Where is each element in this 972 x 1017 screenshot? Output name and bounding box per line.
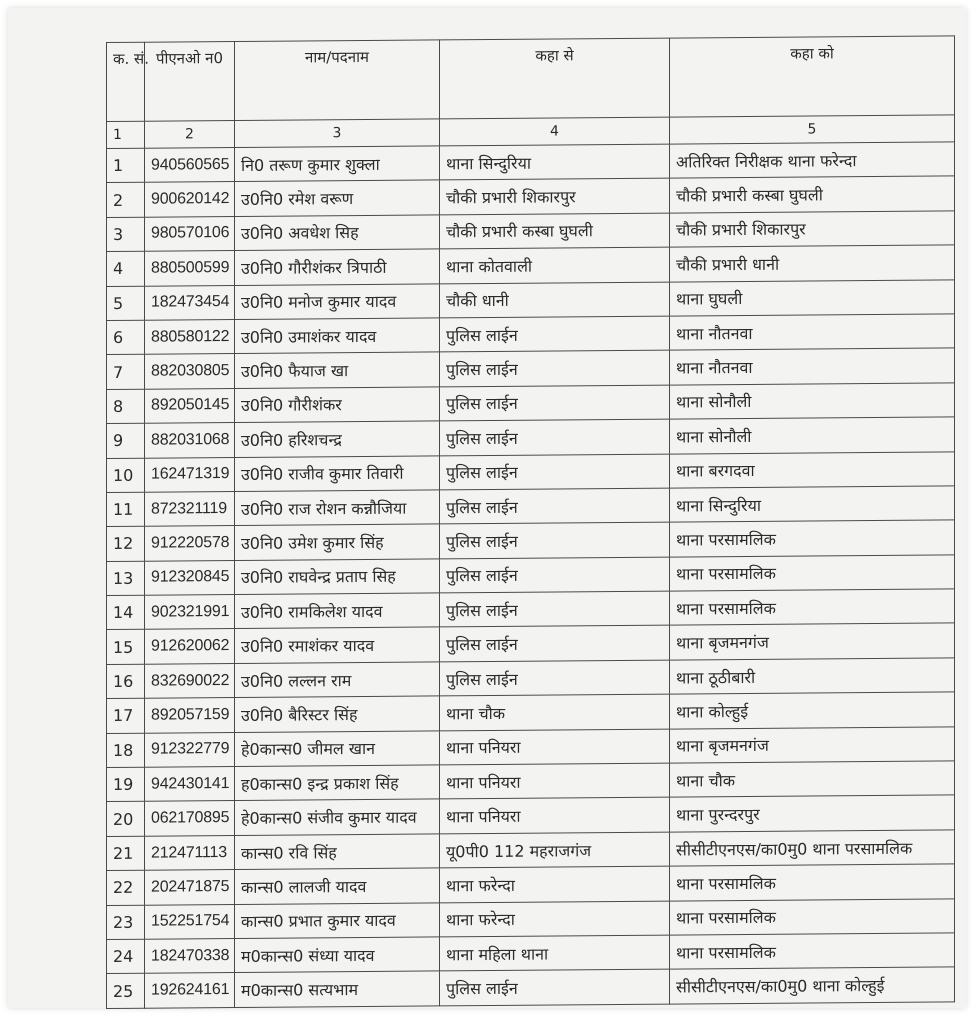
cell-pno: 892050145 xyxy=(145,388,235,423)
cell-name: उ0नि0 राज रोशन कन्नौजिया xyxy=(235,490,440,526)
cell-pno: 192624161 xyxy=(145,973,235,1008)
cell-from: चौकी प्रभारी शिकारपुर xyxy=(440,178,670,214)
cell-name: ह0कान्स0 इन्द्र प्रकाश सिंह xyxy=(235,765,440,801)
cell-name: उ0नि0 हरिशचन्द्र xyxy=(235,421,440,457)
cell-from: पुलिस लाईन xyxy=(440,660,670,696)
cell-name: म0कान्स0 संध्या यादव xyxy=(235,937,440,973)
cell-name: हे0कान्स0 संजीव कुमार यादव xyxy=(235,799,440,835)
header-serial: क. सं. xyxy=(107,42,145,121)
cell-from: थाना पनियरा xyxy=(440,763,670,799)
cell-name: म0कान्स0 सत्यभाम xyxy=(235,971,440,1007)
cell-name: उ0नि0 रामकिलेश यादव xyxy=(235,593,440,629)
cell-pno: 880580122 xyxy=(145,319,235,354)
column-number: 4 xyxy=(440,117,670,146)
column-number: 2 xyxy=(145,120,235,148)
cell-name: उ0नि0 गौरीशंकर xyxy=(235,387,440,423)
cell-to: थाना नौतनवा xyxy=(670,348,955,385)
column-number: 3 xyxy=(235,119,440,148)
column-number: 5 xyxy=(670,115,955,144)
cell-pno: 980570106 xyxy=(145,216,235,251)
cell-serial: 18 xyxy=(107,733,145,768)
cell-to: थाना कोल्हुई xyxy=(670,692,955,729)
cell-serial: 25 xyxy=(107,974,145,1009)
cell-name: हे0कान्स0 जीमल खान xyxy=(235,731,440,767)
cell-serial: 1 xyxy=(107,148,145,183)
cell-name: उ0नि0 लल्लन राम xyxy=(235,662,440,698)
cell-from: पुलिस लाईन xyxy=(440,522,670,558)
cell-serial: 13 xyxy=(107,561,145,596)
cell-from: थाना महिला थाना xyxy=(440,935,670,971)
cell-serial: 14 xyxy=(107,595,145,630)
cell-from: चौकी प्रभारी कस्बा घुघली xyxy=(440,213,670,249)
header-name: नाम/पदनाम xyxy=(235,40,440,121)
cell-pno: 892057159 xyxy=(145,698,235,733)
header-from: कहा से xyxy=(440,38,670,119)
cell-pno: 872321119 xyxy=(145,491,235,526)
cell-pno: 912322779 xyxy=(145,732,235,767)
cell-serial: 9 xyxy=(107,423,145,458)
cell-name: उ0नि0 राघवेन्द्र प्रताप सिह xyxy=(235,559,440,595)
header-row xyxy=(107,36,955,122)
cell-from: पुलिस लाईन xyxy=(440,454,670,490)
cell-name: उ0नि0 उमाशंकर यादव xyxy=(235,318,440,354)
cell-serial: 3 xyxy=(107,217,145,252)
header-pno: पीएनओ न0 xyxy=(145,41,235,121)
cell-from: पुलिस लाईन xyxy=(440,557,670,593)
cell-pno: 212471113 xyxy=(145,835,235,870)
cell-to: थाना बरगदवा xyxy=(670,451,955,488)
cell-serial: 10 xyxy=(107,458,145,493)
cell-to: थाना परसामलिक xyxy=(670,589,955,626)
cell-to: थाना परसामलिक xyxy=(670,864,955,901)
cell-serial: 8 xyxy=(107,389,145,424)
cell-to: थाना चौक xyxy=(670,761,955,798)
cell-name: उ0नि0 अवधेश सिह xyxy=(235,215,440,251)
cell-pno: 912220578 xyxy=(145,526,235,561)
cell-name: उ0नि0 राजीव कुमार तिवारी xyxy=(235,455,440,491)
cell-serial: 16 xyxy=(107,664,145,699)
cell-pno: 882031068 xyxy=(145,423,235,458)
cell-name: नि0 तरूण कुमार शुक्ला xyxy=(235,146,440,182)
cell-serial: 11 xyxy=(107,492,145,527)
cell-to: सीसीटीएनएस/का0मु0 थाना कोल्हुई xyxy=(670,967,955,1004)
cell-to: थाना परसामलिक xyxy=(670,933,955,970)
cell-pno: 912620062 xyxy=(145,629,235,664)
cell-pno: 832690022 xyxy=(145,663,235,698)
cell-pno: 162471319 xyxy=(145,457,235,492)
cell-name: कान्स0 लालजी यादव xyxy=(235,868,440,904)
cell-pno: 152251754 xyxy=(145,904,235,939)
cell-serial: 24 xyxy=(107,939,145,974)
cell-from: पुलिस लाईन xyxy=(440,488,670,524)
cell-pno: 940560565 xyxy=(145,147,235,182)
cell-to: थाना सोनौली xyxy=(670,383,955,420)
cell-from: थाना सिन्दुरिया xyxy=(440,144,670,180)
cell-to: थाना बृजमनगंज xyxy=(670,623,955,660)
cell-to: थाना परसामलिक xyxy=(670,555,955,592)
cell-to: थाना सिन्दुरिया xyxy=(670,486,955,523)
cell-name: कान्स0 प्रभात कुमार यादव xyxy=(235,902,440,938)
cell-to: थाना परसामलिक xyxy=(670,520,955,557)
cell-pno: 900620142 xyxy=(145,182,235,217)
cell-from: थाना फरेन्दा xyxy=(440,866,670,902)
cell-serial: 17 xyxy=(107,698,145,733)
cell-serial: 7 xyxy=(107,355,145,390)
cell-name: उ0नि0 बैरिस्टर सिंह xyxy=(235,696,440,732)
cell-pno: 182470338 xyxy=(145,938,235,973)
cell-to: थाना परसामलिक xyxy=(670,898,955,935)
cell-to: थाना बृजमनगंज xyxy=(670,726,955,763)
cell-pno: 182473454 xyxy=(145,285,235,320)
cell-pno: 202471875 xyxy=(145,870,235,905)
cell-to: चौकी प्रभारी धानी xyxy=(670,245,955,282)
cell-name: उ0नि0 उमेश कुमार सिंह xyxy=(235,524,440,560)
cell-serial: 2 xyxy=(107,183,145,218)
cell-from: चौकी धानी xyxy=(440,282,670,318)
cell-to: थाना नौतनवा xyxy=(670,314,955,351)
cell-from: थाना चौक xyxy=(440,694,670,730)
cell-pno: 880500599 xyxy=(145,251,235,286)
table-row xyxy=(107,967,955,1008)
cell-pno: 062170895 xyxy=(145,801,235,836)
cell-to: थाना घुघली xyxy=(670,279,955,316)
cell-to: चौकी प्रभारी कस्बा घुघली xyxy=(670,176,955,213)
cell-serial: 6 xyxy=(107,320,145,355)
cell-serial: 4 xyxy=(107,251,145,286)
cell-serial: 22 xyxy=(107,870,145,905)
cell-from: थाना फरेन्दा xyxy=(440,901,670,937)
cell-name: कान्स0 रवि सिंह xyxy=(235,834,440,870)
cell-to: थाना ठूठीबारी xyxy=(670,658,955,695)
cell-name: उ0नि0 रमाशंकर यादव xyxy=(235,627,440,663)
cell-pno: 882030805 xyxy=(145,354,235,389)
cell-from: थाना पनियरा xyxy=(440,797,670,833)
cell-name: उ0नि0 फैयाज खा xyxy=(235,352,440,388)
cell-from: यू0पी0 112 महराजगंज xyxy=(440,832,670,868)
column-number: 1 xyxy=(107,121,145,148)
cell-name: उ0नि0 रमेश वरूण xyxy=(235,180,440,216)
cell-serial: 21 xyxy=(107,836,145,871)
cell-pno: 912320845 xyxy=(145,560,235,595)
header-to: कहा को xyxy=(670,36,955,117)
cell-pno: 942430141 xyxy=(145,767,235,802)
cell-from: पुलिस लाईन xyxy=(440,419,670,455)
document-page xyxy=(8,8,966,1008)
cell-to: थाना पुरन्दरपुर xyxy=(670,795,955,832)
cell-serial: 5 xyxy=(107,286,145,321)
cell-to: सीसीटीएनएस/का0मु0 थाना परसामलिक xyxy=(670,830,955,867)
cell-to: थाना सोनौली xyxy=(670,417,955,454)
cell-to: चौकी प्रभारी शिकारपुर xyxy=(670,211,955,248)
cell-from: पुलिस लाईन xyxy=(440,591,670,627)
cell-serial: 19 xyxy=(107,767,145,802)
cell-from: पुलिस लाईन xyxy=(440,385,670,421)
cell-serial: 23 xyxy=(107,905,145,940)
cell-to: अतिरिक्त निरीक्षक थाना फरेन्दा xyxy=(670,142,955,179)
cell-pno: 902321991 xyxy=(145,595,235,630)
cell-from: थाना पनियरा xyxy=(440,729,670,765)
cell-name: उ0नि0 मनोज कुमार यादव xyxy=(235,283,440,319)
cell-name: उ0नि0 गौरीशंकर त्रिपाठी xyxy=(235,249,440,285)
cell-serial: 20 xyxy=(107,802,145,837)
cell-serial: 12 xyxy=(107,526,145,561)
transfer-table xyxy=(106,35,955,1008)
cell-from: पुलिस लाईन xyxy=(440,626,670,662)
cell-from: पुलिस लाईन xyxy=(440,316,670,352)
cell-from: पुलिस लाईन xyxy=(440,969,670,1005)
cell-serial: 15 xyxy=(107,630,145,665)
cell-from: पुलिस लाईन xyxy=(440,350,670,386)
cell-from: थाना कोतवाली xyxy=(440,247,670,283)
